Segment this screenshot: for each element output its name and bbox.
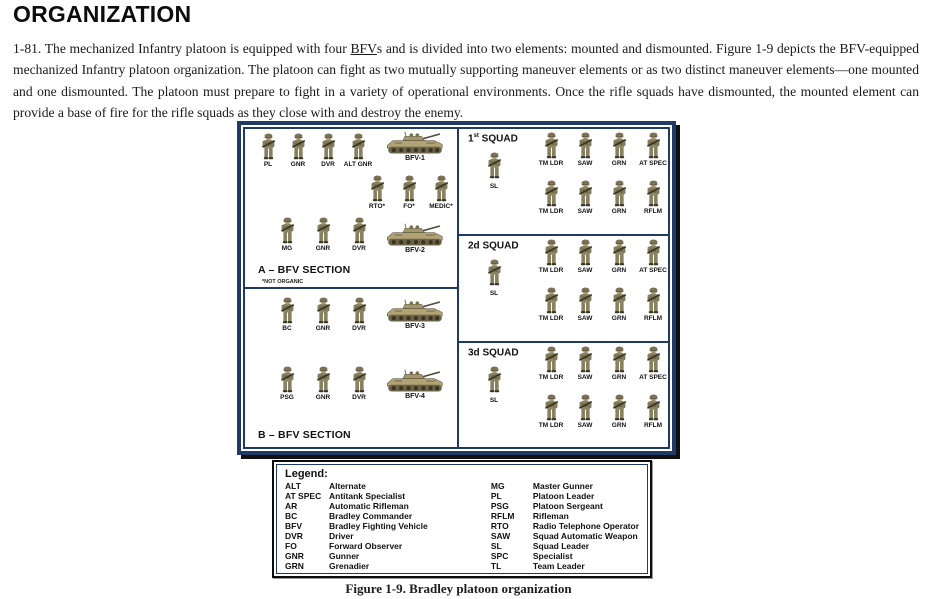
squad-word: SQUAD (479, 347, 519, 359)
soldier-unit (341, 366, 377, 401)
unit-label: TM LDR (538, 422, 564, 429)
soldier-unit (305, 366, 341, 401)
soldier-unit (636, 287, 670, 322)
squads-pane (459, 129, 668, 447)
soldier-icon (644, 346, 663, 373)
squad-number: 1 (468, 133, 474, 145)
soldier-icon (576, 132, 595, 159)
unit-label: DVR (321, 161, 335, 168)
squad-number: 2d (468, 240, 480, 252)
bfv-icon (384, 299, 446, 323)
soldier-unit (534, 346, 568, 381)
soldier-unit (534, 132, 568, 167)
legend-meaning: Forward Observer (329, 541, 403, 551)
unit-label: ALT GNR (343, 161, 373, 168)
section-b-row2 (269, 366, 377, 401)
soldier-icon (610, 394, 629, 421)
legend-row (285, 551, 491, 561)
unit-label: RTO* (368, 203, 386, 210)
soldier-icon (610, 239, 629, 266)
legend-abbr: MG (490, 481, 505, 491)
unit-label: DVR (352, 394, 366, 401)
paragraph-text-post: s and is divided into two elements: mounted and dismounted. Figure 1-9 depicts the BFV-equipped mechanized Infantry platoon organization. The platoon can fight as two mutually supporting maneuver elements or as two distinct maneuver elements—one mounted and one dismounted. The platoon must prepare to fight in a variety of operational environments. Once the rifle squads have dismounted, the mounted element can provide a base of fire for the rifle squads as they close with and destroy the enemy. (13, 41, 919, 121)
legend-row (491, 541, 639, 551)
squad-word: SQUAD (478, 133, 518, 145)
soldier-unit (636, 180, 670, 215)
soldier-unit (343, 133, 373, 168)
soldier-unit (253, 133, 283, 168)
unit-label: GNR (315, 245, 331, 252)
legend-abbr: BC (285, 511, 298, 521)
squad-panel-3 (459, 343, 668, 447)
squad-row-1 (534, 132, 670, 167)
legend-meaning: Bradley Commander (329, 511, 413, 521)
squad-number-suffix: st (473, 133, 479, 139)
figure-1-9 (237, 121, 676, 455)
bfv-icon (384, 131, 446, 155)
squad-title (468, 133, 518, 144)
soldier-icon (349, 133, 368, 160)
soldier-icon (542, 132, 561, 159)
soldier-icon (314, 217, 333, 244)
unit-label: MG (281, 245, 293, 252)
soldier-unit (313, 133, 343, 168)
soldier-icon (485, 259, 504, 286)
legend-row (285, 511, 491, 521)
section-a-row3 (269, 217, 377, 252)
soldier-icon (610, 132, 629, 159)
soldier-unit (305, 217, 341, 252)
soldier-icon (400, 175, 419, 202)
legend-abbr: SAW (490, 531, 511, 541)
soldier-icon (644, 394, 663, 421)
soldier-unit (425, 175, 457, 210)
squad-row-2 (534, 394, 670, 429)
squad-title (468, 347, 519, 358)
section-b-label: B – BFV SECTION (258, 429, 351, 441)
soldier-unit (269, 366, 305, 401)
legend-columns (285, 481, 639, 571)
unit-label: SL (489, 397, 499, 404)
section-a-panel (245, 129, 457, 289)
soldier-unit (305, 297, 341, 332)
soldier-icon (644, 180, 663, 207)
unit-label: TM LDR (538, 374, 564, 381)
soldier-icon (644, 287, 663, 314)
soldier-unit (361, 175, 393, 210)
unit-label: GRN (611, 160, 627, 167)
squad-leader-unit (476, 366, 512, 404)
soldier-unit (636, 394, 670, 429)
unit-label: RFLM (643, 208, 663, 215)
legend-box (272, 460, 652, 578)
legend-row (491, 561, 639, 571)
legend-meaning: Bradley Fighting Vehicle (329, 521, 428, 531)
page-title: ORGANIZATION (13, 1, 192, 27)
soldier-icon (314, 297, 333, 324)
soldier-unit (269, 217, 305, 252)
unit-label: SAW (577, 315, 593, 322)
legend-row (285, 541, 491, 551)
unit-label: SAW (577, 422, 593, 429)
figure-inner-frame (243, 127, 670, 449)
legend-meaning: Radio Telephone Operator (532, 521, 639, 531)
soldier-unit (602, 180, 636, 215)
soldier-icon (576, 239, 595, 266)
soldier-icon (485, 152, 504, 179)
legend-abbr: PL (490, 491, 502, 501)
legend-row (285, 491, 491, 501)
legend-meaning: Grenadier (329, 561, 370, 571)
soldier-icon (432, 175, 451, 202)
soldier-icon (576, 287, 595, 314)
soldier-unit (341, 297, 377, 332)
legend-abbr: SPC (490, 551, 509, 561)
soldier-unit (602, 132, 636, 167)
soldier-icon (368, 175, 387, 202)
legend-title: Legend: (285, 468, 328, 480)
soldier-icon (319, 133, 338, 160)
unit-label: GNR (315, 394, 331, 401)
legend-abbr: AT SPEC (285, 491, 322, 501)
section-a-label: A – BFV SECTION (258, 264, 351, 276)
section-b-row1 (269, 297, 377, 332)
soldier-unit (568, 287, 602, 322)
squad-row-2 (534, 287, 670, 322)
vehicle-label: BFV-4 (405, 393, 425, 400)
soldier-icon (350, 366, 369, 393)
vehicle-label: BFV-2 (405, 247, 425, 254)
unit-label: FO* (403, 203, 415, 210)
body-paragraph (13, 38, 919, 124)
unit-label: PL (263, 161, 273, 168)
soldier-unit (568, 346, 602, 381)
soldier-unit (283, 133, 313, 168)
unit-label: SAW (577, 208, 593, 215)
unit-label: RFLM (643, 315, 663, 322)
soldier-unit (341, 217, 377, 252)
soldier-unit (568, 132, 602, 167)
legend-row (285, 561, 491, 571)
vehicle-unit-bfv4 (381, 369, 449, 400)
unit-label: SL (489, 290, 499, 297)
legend-row (285, 481, 491, 491)
legend-row (491, 521, 639, 531)
unit-label: AT SPEC (639, 374, 667, 381)
legend-row (491, 491, 639, 501)
legend-meaning: Squad Automatic Weapon (532, 531, 638, 541)
squad-row-1 (534, 346, 670, 381)
legend-abbr: SL (490, 541, 502, 551)
unit-label: TM LDR (538, 160, 564, 167)
unit-label: SAW (577, 267, 593, 274)
unit-label: SL (489, 183, 499, 190)
unit-label: GNR (315, 325, 331, 332)
soldier-unit (636, 239, 670, 274)
legend-row (491, 551, 639, 561)
legend-row (285, 531, 491, 541)
section-a-row2 (361, 175, 457, 210)
soldier-icon (259, 133, 278, 160)
unit-label: DVR (352, 245, 366, 252)
soldier-icon (610, 346, 629, 373)
legend-abbr: BFV (285, 521, 302, 531)
soldier-icon (576, 346, 595, 373)
soldier-unit (602, 346, 636, 381)
legend-abbr: AR (285, 501, 298, 511)
soldier-icon (610, 287, 629, 314)
unit-label: GNR (290, 161, 306, 168)
squad-panel-1 (459, 129, 668, 236)
legend-meaning: Platoon Sergeant (532, 501, 603, 511)
unit-label: TM LDR (538, 315, 564, 322)
legend-meaning: Specialist (532, 551, 573, 561)
soldier-icon (644, 132, 663, 159)
vehicle-unit-bfv1 (381, 131, 449, 162)
legend-row (491, 501, 639, 511)
unit-label: GRN (611, 315, 627, 322)
unit-label: AT SPEC (639, 267, 667, 274)
soldier-icon (610, 180, 629, 207)
squad-title (468, 240, 519, 251)
soldier-unit (602, 394, 636, 429)
unit-label: GRN (611, 267, 627, 274)
soldier-icon (278, 217, 297, 244)
soldier-unit (534, 394, 568, 429)
unit-label: SAW (577, 160, 593, 167)
unit-label: MEDIC* (429, 203, 453, 210)
soldier-unit (534, 180, 568, 215)
soldier-icon (576, 180, 595, 207)
vehicle-label: BFV-3 (405, 323, 425, 330)
paragraph-text-pre: 1-81. The mechanized Infantry platoon is equipped with four (13, 41, 351, 56)
legend-meaning: Squad Leader (532, 541, 590, 551)
legend-abbr: GNR (285, 551, 304, 561)
bfv-sections-pane (245, 129, 459, 447)
soldier-unit (269, 297, 305, 332)
section-a-note: *NOT ORGANIC (262, 279, 304, 285)
legend-abbr: PSG (490, 501, 509, 511)
vehicle-unit-bfv3 (381, 299, 449, 330)
legend-row (491, 531, 639, 541)
unit-label: DVR (352, 325, 366, 332)
soldier-unit (393, 175, 425, 210)
soldier-icon (542, 346, 561, 373)
unit-label: TM LDR (538, 267, 564, 274)
soldier-unit (636, 346, 670, 381)
legend-meaning: Rifleman (532, 511, 569, 521)
legend-row (285, 501, 491, 511)
squad-word: SQUAD (479, 240, 519, 252)
legend-meaning: Driver (329, 531, 354, 541)
unit-label: GRN (611, 208, 627, 215)
legend-row (285, 521, 491, 531)
legend-meaning: Antitank Specialist (329, 491, 406, 501)
squad-row-1 (534, 239, 670, 274)
legend-abbr: ALT (285, 481, 301, 491)
legend-abbr: GRN (285, 561, 304, 571)
unit-label: TM LDR (538, 208, 564, 215)
soldier-unit (568, 180, 602, 215)
unit-label: GRN (611, 374, 627, 381)
legend-meaning: Alternate (329, 481, 366, 491)
soldier-unit (602, 239, 636, 274)
legend-meaning: Gunner (329, 551, 360, 561)
soldier-icon (542, 287, 561, 314)
soldier-unit (534, 287, 568, 322)
soldier-icon (542, 180, 561, 207)
legend-abbr: RTO (490, 521, 509, 531)
unit-label: PSG (280, 394, 294, 401)
soldier-unit (568, 239, 602, 274)
unit-label: GRN (611, 422, 627, 429)
legend-row (491, 481, 639, 491)
bfv-icon (384, 223, 446, 247)
soldier-unit (636, 132, 670, 167)
legend-inner-frame (276, 464, 648, 574)
soldier-icon (289, 133, 308, 160)
squad-number: 3d (468, 347, 480, 359)
legend-row (491, 511, 639, 521)
unit-label: BC (282, 325, 292, 332)
soldier-icon (542, 394, 561, 421)
figure-caption: Figure 1-9. Bradley platoon organization (345, 581, 572, 596)
soldier-icon (314, 366, 333, 393)
soldier-icon (350, 297, 369, 324)
bfv-icon (384, 369, 446, 393)
squad-leader-unit (476, 152, 512, 190)
legend-right-column (491, 481, 639, 571)
soldier-unit (568, 394, 602, 429)
vehicle-label: BFV-1 (405, 155, 425, 162)
legend-meaning: Automatic Rifleman (329, 501, 409, 511)
section-a-row1 (253, 133, 373, 168)
squad-row-2 (534, 180, 670, 215)
soldier-icon (350, 217, 369, 244)
soldier-icon (278, 366, 297, 393)
legend-meaning: Platoon Leader (532, 491, 595, 501)
bfv-link[interactable]: BFV (350, 41, 377, 56)
legend-abbr: RFLM (490, 511, 515, 521)
soldier-icon (485, 366, 504, 393)
legend-abbr: FO (285, 541, 297, 551)
vehicle-unit-bfv2 (381, 223, 449, 254)
soldier-icon (576, 394, 595, 421)
legend-abbr: TL (490, 561, 502, 571)
unit-label: RFLM (643, 422, 663, 429)
soldier-unit (602, 287, 636, 322)
soldier-icon (278, 297, 297, 324)
soldier-icon (644, 239, 663, 266)
soldier-unit (534, 239, 568, 274)
legend-meaning: Master Gunner (532, 481, 593, 491)
legend-abbr: DVR (285, 531, 303, 541)
soldier-icon (542, 239, 561, 266)
squad-panel-2 (459, 236, 668, 343)
unit-label: SAW (577, 374, 593, 381)
legend-meaning: Team Leader (532, 561, 585, 571)
legend-left-column (285, 481, 491, 571)
squad-leader-unit (476, 259, 512, 297)
section-b-panel (245, 289, 457, 447)
unit-label: AT SPEC (639, 160, 667, 167)
